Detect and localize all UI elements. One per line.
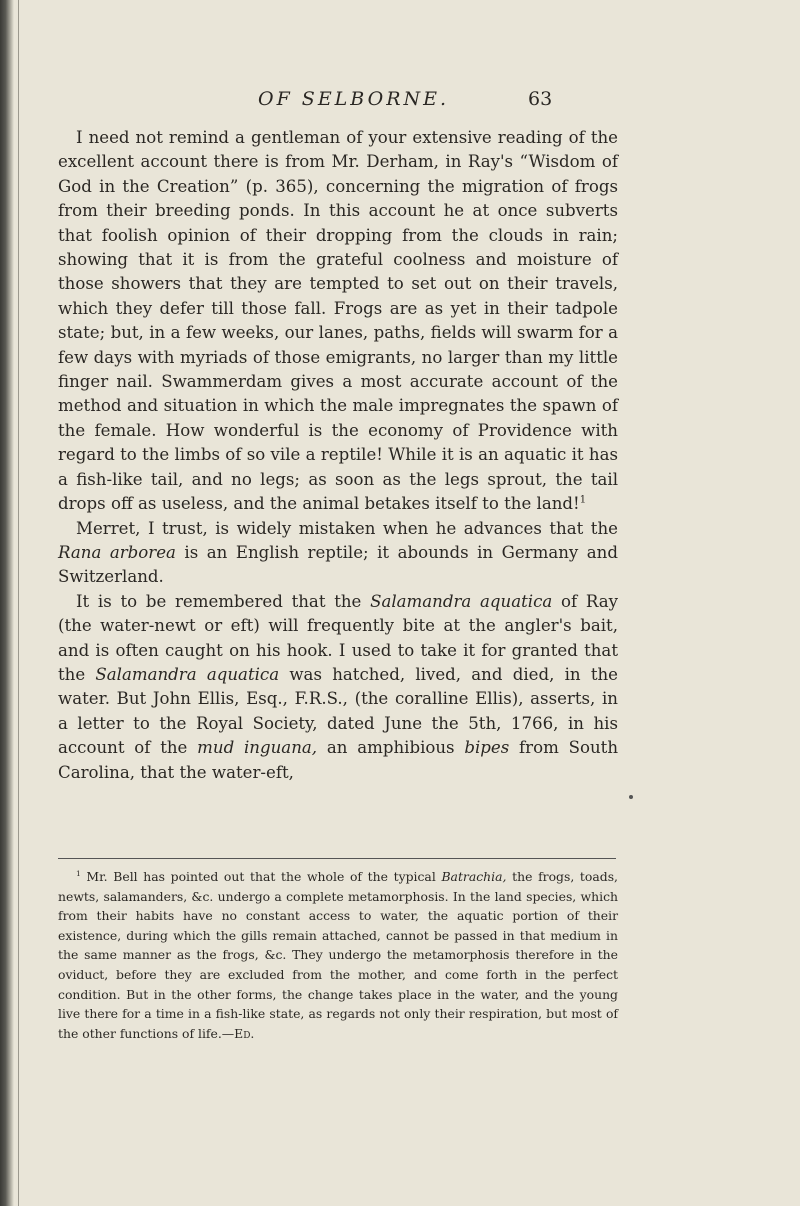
paragraph-rana-arborea [58,517,618,590]
species-name: mud inguana, [197,738,318,758]
species-name: Rana arborea [58,542,176,562]
paragraph-text: from South Carolina, that the water-eft, [58,738,619,782]
species-name: bipes [464,738,510,758]
footnote-marker: 1 [76,868,81,878]
paragraph-text: an amphibious [317,738,465,758]
species-name: Salamandra aquatica [370,591,553,611]
running-title: OF SELBORNE. [258,88,450,110]
print-speck [629,795,633,799]
paragraph-frogs-migration [58,126,618,517]
paragraph-text: was hatched, lived, and died, in the water. But John Ellis, Esq., F.R.S., (the coralline Ellis), asserts, in a letter to the Royal Society, dated June the 5th, 1766, in his account of the [58,664,618,758]
editor-signature: Ed. [234,1025,255,1041]
footnote-text: the frogs, toads, newts, salamanders, &c. undergo a complete metamorphosis. In the land species, which from their habits have no constant access to water, the aquatic portion of their existence, during which the gills remain attached, cannot be passed in that medium in the same manner as the frogs, &c. They undergo the metamorphosis therefore in the oviduct, before they are excluded from the mother, and come forth in the perfect condition. But in the other forms, the change takes place in the water, and the young live there for a time in a fish-like state, as regards not only their respiration, but most of the other functions of life.— [58,869,618,1041]
paragraph-text: is an English reptile; it abounds in Germany and Switzerland. [58,542,618,587]
footnote-divider [58,858,616,859]
paragraph-text: of Ray (the water-newt or eft) will frequently bite at the angler's bait, and is often caught on his hook. I used to take it for granted that the [58,591,618,684]
paragraph-text: I need not remind a gentleman of your extensive reading of the excellent account there is from Mr. Derham, in Ray's “Wisdom of God in the Creation” (p. 365), concerning the migration of frogs from their breeding ponds. In this account he at once subverts that foolish opinion of their dropping from the clouds in rain; showing that it is from the grateful coolness and moisture of those showers that they are tempted to set out on their travels, which they defer till those fall. Frogs are as yet in their tadpole state; but, in a few weeks, our lanes, paths, fields will swarm for a few days with myriads of those emigrants, no larger than my little finger nail. Swammerdam gives a most accurate account of the method and situation in which the male impregnates the spawn of the female. How wonderful is the economy of Providence with regard to the limbs of so vile a reptile! While it is an aquatic it has a fish-like tail, and no legs; as soon as the legs sprout, the tail drops off as useless, and the animal betakes itself to the land! [58,128,618,514]
paragraph-salamandra [58,590,618,785]
footnote-paragraph [58,867,618,1043]
page-number: 63 [528,88,553,110]
running-header [0,88,800,116]
footnote-reference: 1 [579,494,587,506]
footnote-text: Mr. Bell has pointed out that the whole of the typical [80,869,442,884]
footnote [58,867,618,1043]
taxon-name: Batrachia, [441,869,507,884]
species-name: Salamandra aquatica [95,664,280,684]
paragraph-text: Merret, I trust, is widely mistaken when he advances that the [76,518,618,538]
paragraph-text: It is to be remembered that the [76,591,371,611]
main-text [58,126,618,785]
